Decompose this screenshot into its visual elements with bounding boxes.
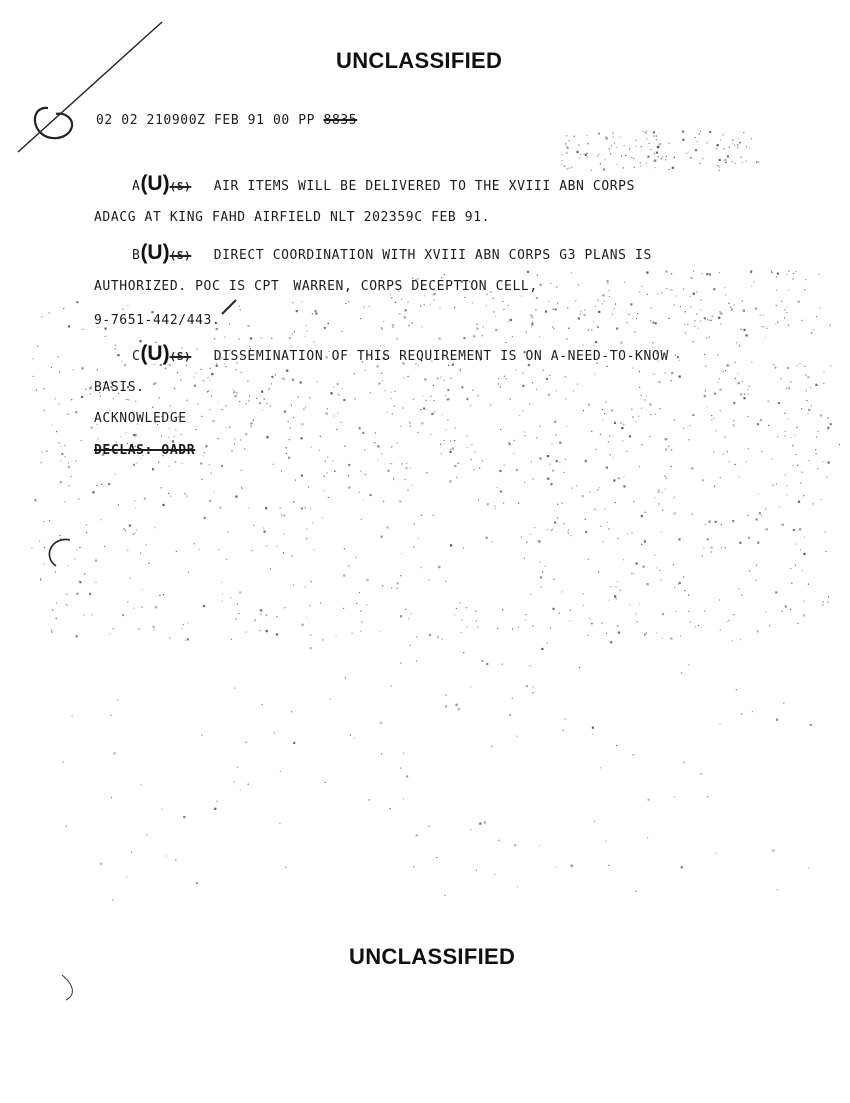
paragraph-b-line-1 [132, 241, 652, 265]
paragraph-b-text-2: AUTHORIZED. POC IS CPT [94, 279, 280, 294]
message-dtg: 02 02 210900Z FEB 91 00 PP [96, 113, 316, 128]
paragraph-c-marking: (U) [140, 342, 170, 365]
declassification-line: DECLAS: OADR [94, 443, 196, 458]
paragraph-c-struck-classification: (S) [169, 350, 192, 363]
binding-hole-mark [49, 539, 70, 566]
acknowledge-line: ACKNOWLEDGE [94, 411, 187, 426]
paragraph-a-line-1 [132, 172, 635, 196]
paragraph-b-text-1: DIRECT COORDINATION WITH XVIII ABN CORPS G3 PLANS IS [213, 248, 652, 263]
paragraph-c-line-1 [132, 342, 669, 366]
footer-classification-marking: UNCLASSIFIED [349, 944, 516, 969]
paragraph-a-line-2: ADACG AT KING FAHD AIRFIELD NLT 202359C FEB 91. [94, 210, 491, 225]
redaction-slash-icon [222, 300, 236, 314]
paragraph-b-line-2 [94, 279, 538, 294]
struck-message-code: 8835 [323, 113, 358, 128]
paragraph-a-marking: (U) [140, 172, 170, 195]
paragraph-a-struck-classification: (S) [169, 180, 192, 193]
paragraph-b-marking: (U) [140, 241, 170, 264]
hand-drawn-circle-mark [35, 108, 72, 138]
stray-mark [62, 975, 72, 1000]
header-classification-marking: UNCLASSIFIED [336, 48, 503, 73]
paragraph-c-line-2: BASIS. [94, 380, 145, 395]
paragraph-c-text-1: DISSEMINATION OF THIS REQUIREMENT IS ON A-NEED-TO-KNOW [213, 349, 669, 364]
paragraph-b-text-2-tail: WARREN, CORPS DECEPTION CELL, [293, 279, 538, 294]
paragraph-a-letter: A [132, 179, 141, 194]
paragraph-b-struck-classification: (S) [169, 249, 192, 262]
paragraph-b-letter: B [132, 248, 141, 263]
paragraph-c-letter: C [132, 349, 141, 364]
paragraph-b-line-3: 9-7651-442/443. [94, 313, 221, 328]
paragraph-a-text-1: AIR ITEMS WILL BE DELIVERED TO THE XVIII ABN CORPS [213, 179, 636, 194]
message-header-line [96, 113, 357, 128]
